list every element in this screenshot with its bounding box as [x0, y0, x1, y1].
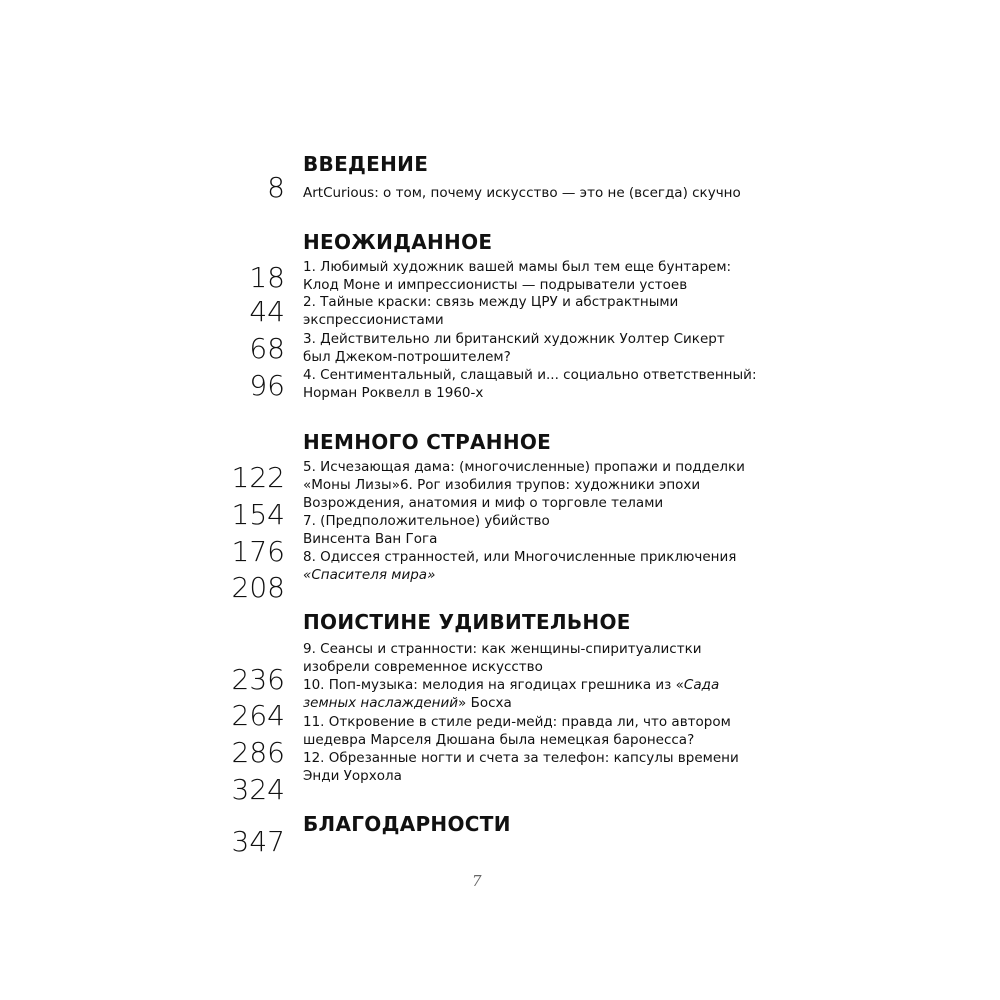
page-number: 347: [231, 825, 285, 858]
page-number: 44: [249, 295, 285, 328]
page-number: 154: [231, 498, 285, 531]
toc-entry-line: 1. Любимый художник вашей мамы был тем еще бунтарем:: [303, 259, 732, 275]
toc-entry-line: 2. Тайные краски: связь между ЦРУ и абстрактными: [303, 294, 679, 310]
toc-entry-line: [303, 676, 719, 694]
italic-title: «Моны Лизы»: [303, 477, 400, 493]
page-number: 324: [231, 773, 285, 806]
toc-entry-line: Винсента Ван Гога: [303, 531, 438, 547]
section-heading-acknowledgements: БЛАГОДАРНОСТИ: [303, 812, 511, 836]
toc-entry-line: «Спасителя мира»: [303, 567, 436, 583]
toc-entry-line: шедевра Марселя Дюшана была немецкая баронесса?: [303, 732, 695, 748]
toc-entry-line: изобрели современное искусство: [303, 659, 543, 675]
page-folio: 7: [472, 872, 482, 890]
page-number: 8: [267, 171, 285, 204]
section-heading-somewhat-strange: НЕМНОГО СТРАННОЕ: [303, 430, 552, 454]
toc-entry-line: Норман Роквелл в 1960-х: [303, 385, 484, 401]
page-number: 122: [231, 461, 285, 494]
toc-entry-line: 8. Одиссея странностей, или Многочисленные приключения: [303, 549, 737, 565]
page-number: 236: [231, 663, 285, 696]
toc-entry-line: Клод Моне и импрессионисты — подрыватели устоев: [303, 277, 688, 293]
toc-entry-line: 12. Обрезанные ногти и счета за телефон: капсулы времени: [303, 750, 739, 766]
section-heading-unexpected: НЕОЖИДАННОЕ: [303, 230, 493, 254]
page-number: 208: [231, 571, 285, 604]
toc-entry-line: Возрождения, анатомия и миф о торговле телами: [303, 495, 664, 511]
toc-entry-text: » Босха: [458, 695, 512, 711]
toc-entry-line: 9. Сеансы и странности: как женщины-спиритуалистки: [303, 641, 702, 657]
page-number: 68: [249, 332, 285, 365]
section-heading-truly-amazing: ПОИСТИНЕ УДИВИТЕЛЬНОЕ: [303, 610, 631, 634]
toc-entry-line: 7. (Предположительное) убийство: [303, 513, 550, 529]
toc-entry-line: [303, 694, 512, 712]
toc-entry-text: 10. Поп-музыка: мелодия на ягодицах грешника из «: [303, 677, 684, 693]
page-number: 18: [249, 261, 285, 294]
page-number: 286: [231, 736, 285, 769]
toc-entry-line: 5. Исчезающая дама: (многочисленные) пропажи и подделки: [303, 459, 745, 475]
toc-entry-line: [303, 476, 700, 494]
italic-title: Сада: [683, 677, 720, 693]
page-number: 264: [231, 699, 285, 732]
toc-entry-line: экспрессионистами: [303, 312, 444, 328]
page-number: 96: [249, 369, 285, 402]
toc-entry-line: был Джеком-потрошителем?: [303, 349, 511, 365]
toc-entry-line: 3. Действительно ли британский художник Уолтер Сикерт: [303, 331, 725, 347]
section-heading-introduction: ВВЕДЕНИЕ: [303, 152, 429, 176]
toc-entry-text: 6. Рог изобилия трупов: художники эпохи: [399, 477, 701, 493]
toc-entry-line: 11. Откровение в стиле реди-мейд: правда ли, что автором: [303, 714, 731, 730]
toc-entry-line: 4. Сентиментальный, слащавый и... социально ответственный:: [303, 367, 757, 383]
page-number: 176: [231, 535, 285, 568]
italic-title: земных наслаждений: [303, 695, 459, 711]
toc-entry-intro: ArtCurious: о том, почему искусство — это не (всегда) скучно: [303, 185, 741, 201]
toc-entry-line: Энди Уорхола: [303, 768, 402, 784]
